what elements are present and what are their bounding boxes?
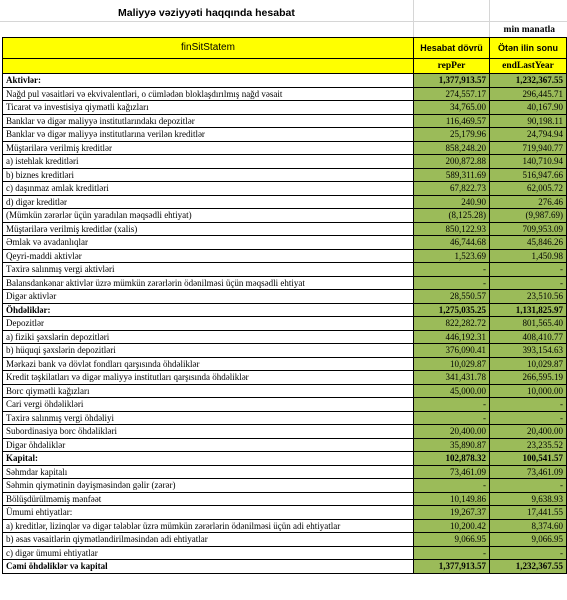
reporting-period-value-cell[interactable]: 10,149.86: [414, 492, 490, 506]
last-year-value-cell[interactable]: 1,131,825.97: [490, 303, 567, 317]
last-year-value-cell[interactable]: 73,461.09: [490, 465, 567, 479]
row-label-cell[interactable]: Təxirə salınmış vergi aktivləri: [3, 263, 414, 277]
reporting-period-value-cell[interactable]: 240.90: [414, 195, 490, 209]
header-row: [3, 38, 567, 59]
last-year-value-cell[interactable]: -: [490, 411, 567, 425]
reporting-period-value-cell[interactable]: 858,248.20: [414, 141, 490, 155]
row-label-cell[interactable]: Öhdəliklər:: [3, 303, 414, 317]
reporting-period-value-cell[interactable]: 28,550.57: [414, 290, 490, 304]
last-year-value-cell[interactable]: 516,947.66: [490, 168, 567, 182]
last-year-value-cell[interactable]: -: [490, 398, 567, 412]
table-row: [3, 546, 567, 560]
last-year-value-cell[interactable]: 10,000.00: [490, 384, 567, 398]
last-year-value-cell[interactable]: 62,005.72: [490, 182, 567, 196]
reporting-period-value-cell[interactable]: 35,890.87: [414, 438, 490, 452]
row-label-cell[interactable]: Bölüşdürülməmiş mənfəət: [3, 492, 414, 506]
row-label-cell[interactable]: Qeyri-maddi aktivlər: [3, 249, 414, 263]
table-row: [3, 276, 567, 290]
last-year-value-cell[interactable]: -: [490, 546, 567, 560]
table-row: [3, 290, 567, 304]
row-label-cell[interactable]: b) əsas vəsaitlərin qiymətləndirilməsindən adi ehtiyatlar: [3, 533, 414, 547]
row-label-cell[interactable]: Borc qiymətli kağızları: [3, 384, 414, 398]
reporting-period-value-cell[interactable]: 200,872.88: [414, 155, 490, 169]
row-label-cell[interactable]: b) hüquqi şəxslərin depozitləri: [3, 344, 414, 358]
row-label-cell[interactable]: Aktivlər:: [3, 74, 414, 88]
table-row: [3, 209, 567, 223]
row-label-cell[interactable]: a) kreditlər, lizinqlər və digər tələblər üzrə mümkün zərərlərin ödənilməsi üçün adi ehtiyatlar: [3, 519, 414, 533]
reporting-period-value-cell[interactable]: -: [414, 411, 490, 425]
row-label-cell[interactable]: Banklar və digər maliyyə institutlarındakı depozitlər: [3, 114, 414, 128]
reporting-period-value-cell[interactable]: 45,000.00: [414, 384, 490, 398]
reporting-period-value-cell[interactable]: 25,179.96: [414, 128, 490, 142]
reporting-period-value-cell[interactable]: 73,461.09: [414, 465, 490, 479]
reporting-period-value-cell[interactable]: 274,557.17: [414, 87, 490, 101]
table-row: [3, 479, 567, 493]
row-label-cell[interactable]: Təxirə salınmış vergi öhdəliyi: [3, 411, 414, 425]
financial-statement-table: [2, 37, 567, 574]
reporting-period-value-cell[interactable]: 1,523.69: [414, 249, 490, 263]
reporting-period-value-cell[interactable]: -: [414, 546, 490, 560]
last-year-value-cell[interactable]: 8,374.60: [490, 519, 567, 533]
table-row: [3, 371, 567, 385]
row-label-cell[interactable]: Digər öhdəliklər: [3, 438, 414, 452]
subheader-code-repper[interactable]: repPer: [414, 59, 490, 74]
last-year-value-cell[interactable]: 100,541.57: [490, 452, 567, 466]
row-label-cell[interactable]: Banklar və digər maliyyə institutlarına verilən kreditlər: [3, 128, 414, 142]
last-year-value-cell[interactable]: -: [490, 276, 567, 290]
reporting-period-value-cell[interactable]: 446,192.31: [414, 330, 490, 344]
row-label-cell[interactable]: Kredit təşkilatları və digər maliyyə institutları qarşısında öhdəliklər: [3, 371, 414, 385]
last-year-value-cell[interactable]: 709,953.09: [490, 222, 567, 236]
reporting-period-value-cell[interactable]: 10,029.87: [414, 357, 490, 371]
reporting-period-value-cell[interactable]: 822,282.72: [414, 317, 490, 331]
row-label-cell[interactable]: Balansdankənar aktivlər üzrə mümkün zərərlərin ödənilməsi üçün məqsədli ehtiyat: [3, 276, 414, 290]
table-row: [3, 168, 567, 182]
last-year-value-cell[interactable]: 23,510.56: [490, 290, 567, 304]
table-row: [3, 438, 567, 452]
table-row: [3, 465, 567, 479]
report-title: Maliyyə vəziyyəti haqqında hesabat: [118, 7, 295, 19]
table-row: [3, 384, 567, 398]
last-year-value-cell[interactable]: -: [490, 479, 567, 493]
last-year-value-cell[interactable]: 296,445.71: [490, 87, 567, 101]
last-year-value-cell[interactable]: 90,198.11: [490, 114, 567, 128]
last-year-value-cell[interactable]: 9,638.93: [490, 492, 567, 506]
last-year-value-cell[interactable]: 1,232,367.55: [490, 560, 567, 574]
reporting-period-value-cell[interactable]: 46,744.68: [414, 236, 490, 250]
reporting-period-value-cell[interactable]: 589,311.69: [414, 168, 490, 182]
last-year-value-cell[interactable]: (9,987.69): [490, 209, 567, 223]
row-label-cell[interactable]: Mərkəzi bank və dövlət fondları qarşısında öhdəliklər: [3, 357, 414, 371]
last-year-value-cell[interactable]: 40,167.90: [490, 101, 567, 115]
row-label-cell[interactable]: (Mümkün zərərlər üçün yaradılan məqsədli ehtiyat): [3, 209, 414, 223]
last-year-value-cell[interactable]: 266,595.19: [490, 371, 567, 385]
row-label-cell[interactable]: Səhmdar kapitalı: [3, 465, 414, 479]
last-year-value-cell[interactable]: 10,029.87: [490, 357, 567, 371]
table-row: [3, 506, 567, 520]
table-row: [3, 114, 567, 128]
header-label-cell[interactable]: finSitStatem: [3, 38, 414, 59]
table-row: [3, 182, 567, 196]
last-year-value-cell[interactable]: 23,235.52: [490, 438, 567, 452]
reporting-period-value-cell[interactable]: -: [414, 398, 490, 412]
row-label-cell[interactable]: Müştərilərə verilmiş kreditlər (xalis): [3, 222, 414, 236]
reporting-period-value-cell[interactable]: 9,066.95: [414, 533, 490, 547]
last-year-value-cell[interactable]: 20,400.00: [490, 425, 567, 439]
header-last-year-end[interactable]: Ötən ilin sonu: [490, 38, 567, 59]
subheader-row: [3, 59, 567, 74]
table-row: [3, 128, 567, 142]
row-label-cell[interactable]: c) digər ümumi ehtiyatlar: [3, 546, 414, 560]
last-year-value-cell[interactable]: 140,710.94: [490, 155, 567, 169]
row-label-cell[interactable]: Subordinasiya borc öhdəlikləri: [3, 425, 414, 439]
row-label-cell[interactable]: b) biznes kreditləri: [3, 168, 414, 182]
reporting-period-value-cell[interactable]: 1,377,913.57: [414, 74, 490, 88]
table-row: [3, 330, 567, 344]
last-year-value-cell[interactable]: 393,154.63: [490, 344, 567, 358]
header-reporting-period[interactable]: Hesabat dövrü: [414, 38, 490, 59]
reporting-period-value-cell[interactable]: 341,431.78: [414, 371, 490, 385]
table-row: [3, 533, 567, 547]
reporting-period-value-cell[interactable]: (8,125.28): [414, 209, 490, 223]
subheader-empty-cell[interactable]: [3, 59, 414, 74]
row-label-cell[interactable]: Səhmin qiymətinin dəyişməsindən gəlir (zərər): [3, 479, 414, 493]
reporting-period-value-cell[interactable]: 10,200.42: [414, 519, 490, 533]
last-year-value-cell[interactable]: 276.46: [490, 195, 567, 209]
table-row: [3, 452, 567, 466]
last-year-value-cell[interactable]: 24,794.94: [490, 128, 567, 142]
reporting-period-value-cell[interactable]: 19,267.37: [414, 506, 490, 520]
unit-label: min manatla: [503, 25, 555, 35]
row-label-cell[interactable]: Nağd pul vəsaitləri və ekvivalentləri, o cümlədən bloklaşdırılmış nağd vəsait: [3, 87, 414, 101]
table-row: [3, 303, 567, 317]
row-label-cell[interactable]: Cari vergi öhdəlikləri: [3, 398, 414, 412]
last-year-value-cell[interactable]: 45,846.26: [490, 236, 567, 250]
row-label-cell[interactable]: Ticarət və investisiya qiymətli kağızları: [3, 101, 414, 115]
last-year-value-cell[interactable]: 1,232,367.55: [490, 74, 567, 88]
row-label-cell[interactable]: a) fiziki şəxslərin depozitləri: [3, 330, 414, 344]
table-row: [3, 519, 567, 533]
table-row: [3, 87, 567, 101]
row-label-cell[interactable]: Digər aktivlər: [3, 290, 414, 304]
table-row: [3, 425, 567, 439]
last-year-value-cell[interactable]: -: [490, 263, 567, 277]
reporting-period-value-cell[interactable]: 376,090.41: [414, 344, 490, 358]
row-label-cell[interactable]: Müştərilərə verilmiş kreditlər: [3, 141, 414, 155]
reporting-period-value-cell[interactable]: -: [414, 479, 490, 493]
table-row: [3, 74, 567, 88]
row-label-cell[interactable]: c) daşınmaz əmlak kreditləri: [3, 182, 414, 196]
row-label-cell[interactable]: Cəmi öhdəliklər və kapital: [3, 560, 414, 574]
row-label-cell[interactable]: a) istehlak kreditləri: [3, 155, 414, 169]
reporting-period-value-cell[interactable]: -: [414, 263, 490, 277]
table-row: [3, 560, 567, 574]
row-label-cell[interactable]: Depozitlər: [3, 317, 414, 331]
table-row: [3, 155, 567, 169]
table-row: [3, 357, 567, 371]
last-year-value-cell[interactable]: 801,565.40: [490, 317, 567, 331]
last-year-value-cell[interactable]: 408,410.77: [490, 330, 567, 344]
reporting-period-value-cell[interactable]: 34,765.00: [414, 101, 490, 115]
row-label-cell[interactable]: d) digər kreditlər: [3, 195, 414, 209]
last-year-value-cell[interactable]: 9,066.95: [490, 533, 567, 547]
table-row: [3, 398, 567, 412]
reporting-period-value-cell[interactable]: 20,400.00: [414, 425, 490, 439]
table-row: [3, 101, 567, 115]
reporting-period-value-cell[interactable]: -: [414, 276, 490, 290]
reporting-period-value-cell[interactable]: 116,469.57: [414, 114, 490, 128]
reporting-period-value-cell[interactable]: 1,275,035.25: [414, 303, 490, 317]
row-label-cell[interactable]: Ümumi ehtiyatlar:: [3, 506, 414, 520]
table-row: [3, 263, 567, 277]
table-row: [3, 195, 567, 209]
table-row: [3, 222, 567, 236]
table-row: [3, 411, 567, 425]
table-row: [3, 249, 567, 263]
table-row: [3, 236, 567, 250]
row-label-cell[interactable]: Kapital:: [3, 452, 414, 466]
reporting-period-value-cell[interactable]: 1,377,913.57: [414, 560, 490, 574]
last-year-value-cell[interactable]: 1,450.98: [490, 249, 567, 263]
top-gridlines: [0, 0, 567, 38]
last-year-value-cell[interactable]: 719,940.77: [490, 141, 567, 155]
subheader-code-endlastyear[interactable]: endLastYear: [490, 59, 567, 74]
reporting-period-value-cell[interactable]: 850,122.93: [414, 222, 490, 236]
table-row: [3, 344, 567, 358]
reporting-period-value-cell[interactable]: 67,822.73: [414, 182, 490, 196]
table-row: [3, 492, 567, 506]
reporting-period-value-cell[interactable]: 102,878.32: [414, 452, 490, 466]
row-label-cell[interactable]: Əmlak və avadanlıqlar: [3, 236, 414, 250]
last-year-value-cell[interactable]: 17,441.55: [490, 506, 567, 520]
table-row: [3, 317, 567, 331]
table-row: [3, 141, 567, 155]
